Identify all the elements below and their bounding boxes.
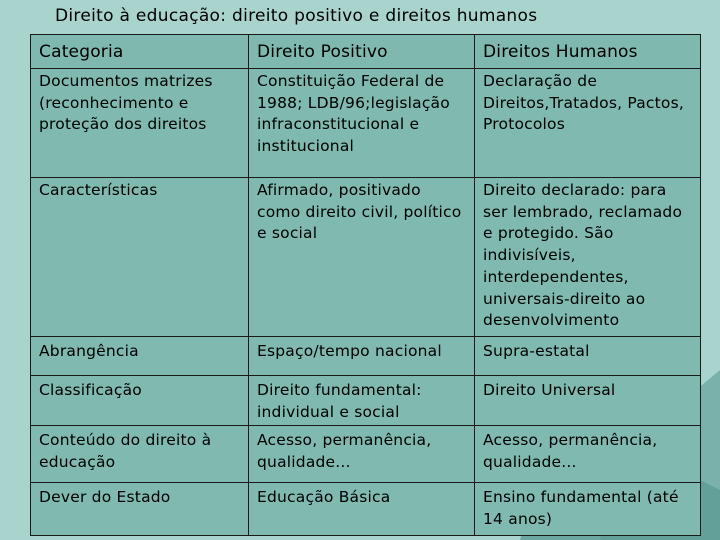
positive-law-cell: Afirmado, positivado como direito civil, político e social: [249, 178, 475, 337]
positive-law-cell: Constituição Federal de 1988; LDB/96;legislação infraconstitucional e institucional: [249, 69, 475, 178]
header-direito-positivo: Direito Positivo: [249, 35, 475, 69]
table-row: [31, 337, 701, 376]
table-row: [31, 483, 701, 536]
positive-law-cell: Acesso, permanência, qualidade...: [249, 426, 475, 483]
row-category-cell: Classificação: [31, 376, 249, 426]
header-direitos-humanos: Direitos Humanos: [475, 35, 701, 69]
header-categoria: Categoria: [31, 35, 249, 69]
human-rights-cell: Acesso, permanência, qualidade...: [475, 426, 701, 483]
human-rights-cell: Declaração de Direitos,Tratados, Pactos, Protocolos: [475, 69, 701, 178]
row-category-cell: Abrangência: [31, 337, 249, 376]
human-rights-cell: Direito Universal: [475, 376, 701, 426]
positive-law-cell: Espaço/tempo nacional: [249, 337, 475, 376]
row-category-cell: Dever do Estado: [31, 483, 249, 536]
human-rights-cell: Direito declarado: para ser lembrado, reclamado e protegido. São indivisíveis, interdependentes, universais-direito ao desenvolvimento: [475, 178, 701, 337]
row-category-cell: Características: [31, 178, 249, 337]
positive-law-cell: Educação Básica: [249, 483, 475, 536]
comparison-table: [30, 34, 701, 536]
row-category-cell: Conteúdo do direito à educação: [31, 426, 249, 483]
page-title: Direito à educação: direito positivo e direitos humanos: [55, 6, 538, 26]
human-rights-cell: Ensino fundamental (até 14 anos): [475, 483, 701, 536]
table-row: [31, 178, 701, 337]
table-row: [31, 376, 701, 426]
human-rights-cell: Supra-estatal: [475, 337, 701, 376]
positive-law-cell: Direito fundamental: individual e social: [249, 376, 475, 426]
table-row: [31, 426, 701, 483]
row-category-cell: Documentos matrizes (reconhecimento e proteção dos direitos: [31, 69, 249, 178]
table-header-row: [31, 35, 701, 69]
table-row: [31, 69, 701, 178]
